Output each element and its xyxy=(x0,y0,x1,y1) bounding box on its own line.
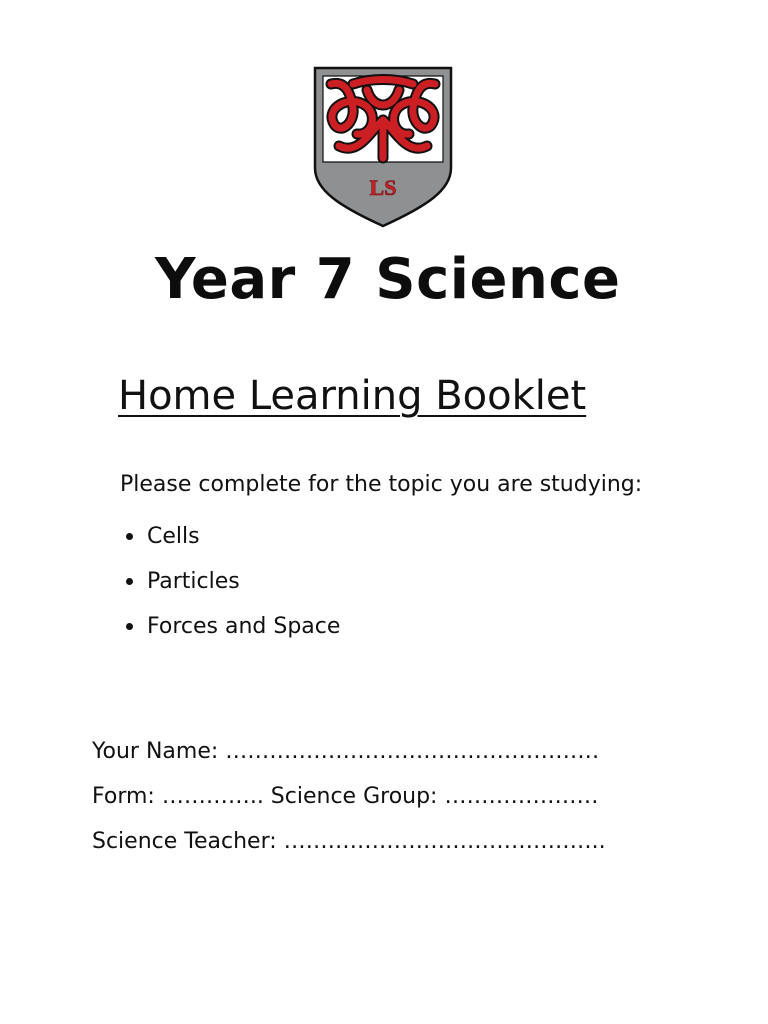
instruction-text: Please complete for the topic you are studying: xyxy=(120,472,643,497)
topic-label: Cells xyxy=(147,524,200,549)
crest-monogram: LS xyxy=(369,175,397,200)
bullet-icon xyxy=(126,533,133,540)
list-item xyxy=(120,604,340,649)
bullet-icon xyxy=(126,578,133,585)
list-item xyxy=(120,559,340,604)
topic-label: Particles xyxy=(147,569,240,594)
science-teacher-field[interactable]: Science Teacher: …………………………………….. xyxy=(92,829,606,854)
student-details-form xyxy=(92,736,606,871)
list-item xyxy=(120,514,340,559)
topic-label: Forces and Space xyxy=(147,614,341,639)
booklet-subtitle: Home Learning Booklet xyxy=(118,373,587,419)
bullet-icon xyxy=(126,623,133,630)
topic-list xyxy=(120,514,340,649)
school-crest-logo xyxy=(287,50,477,240)
page-title: Year 7 Science xyxy=(155,247,621,312)
name-field[interactable]: Your Name: …………………………………………… xyxy=(92,739,600,764)
form-and-group-field[interactable]: Form: ………….. Science Group: ………………… xyxy=(92,784,599,809)
crest-shield-icon xyxy=(287,50,477,240)
